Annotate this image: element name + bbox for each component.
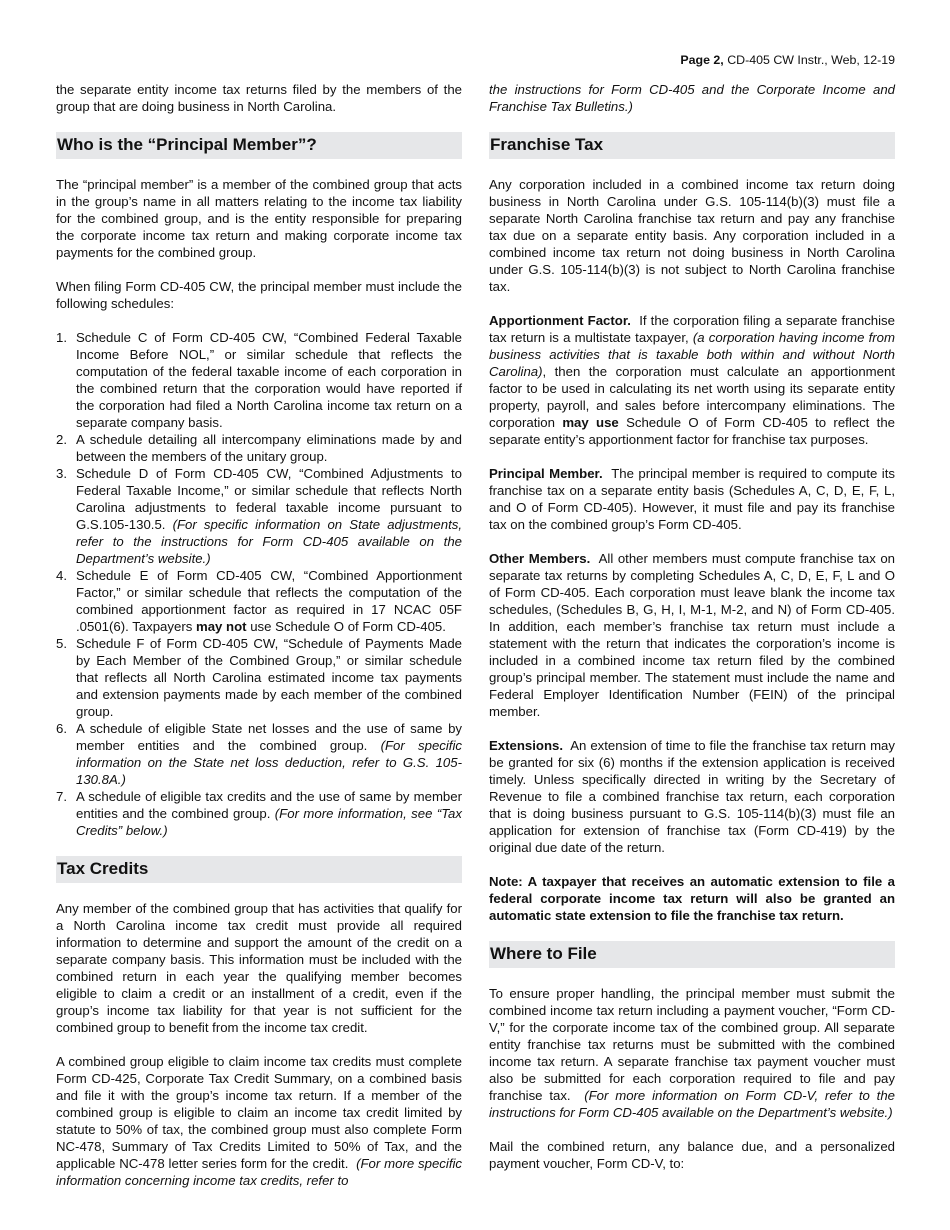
where-to-file-paragraph-1: To ensure proper handling, the principal member must submit the combined income tax return including a payment voucher, “Form CD-V,” for the corporate income tax of the combined group. All separate entity franchise tax returns must be submitted with the combined income tax return. A separate franchise tax payment voucher must also be submitted for each corporation required to file and pay franchise tax. (For more information on Form CD-V, refer to the instructions for Form CD-405 available on the Department’s website.) [489, 986, 896, 1120]
extension-note: Note: A taxpayer that receives an automatic extension to file a federal corporate income tax return will also be granted an automatic state extension to file the franchise tax return. [489, 874, 895, 923]
tax-credits-paragraph-2: A combined group eligible to claim income tax credits must complete Form CD-425, Corporate Tax Credit Summary, on a combined basis and file it with the group’s income tax return. If a member of the combined group is eligible to claim an income tax credit limited by statute to 50% of tax, the combined group must also complete Form NC-478, Summary of Tax Credits Limited to 50% of Tax, and the applicable NC-478 letter series form for the credit. (For more specific information concerning income tax credits, refer to [56, 1054, 463, 1188]
right-column [489, 81, 895, 1189]
list-item: 2. A schedule detailing all intercompany eliminations made by and between the members of the unitary group. [56, 432, 462, 464]
list-item: 6. A schedule of eligible State net losses and the use of same by member entities and the combined group. (For specific information on the State net loss deduction, refer to G.S. 105-130.8A.) [56, 721, 462, 787]
extensions-paragraph: Extensions. An extension of time to file the franchise tax return may be granted for six (6) months if the extension application is received timely. Unless specifically directed in writing by the Secretary of Revenue to file a combined franchise tax return, each corporation that is doing business pursuant to G.S. 105-114(b)(3) must file an application for extension of franchise tax (Form CD-419) by the original due date of the return. [489, 738, 895, 855]
list-item: 5. Schedule F of Form CD-405 CW, “Schedule of Payments Made by Each Member of the Combined Group,” or similar schedule that reflects all North Carolina estimated income tax payments and extension payments made by each member of the combined group. [56, 636, 462, 719]
left-column [56, 81, 462, 1206]
continued-italic-paragraph: the instructions for Form CD-405 and the Corporate Income and Franchise Tax Bulletins.) [489, 82, 895, 114]
franchise-tax-paragraph: Any corporation included in a combined income tax return doing business in North Carolina under G.S. 105-114(b)(3) must file a separate North Carolina franchise tax return and pay any franchise tax due on a separate entity basis. Any corporation included in a combined income tax return not doing business in North Carolina under G.S. 105-114(b)(3) is not subject to North Carolina franchise tax. [489, 177, 895, 294]
page-header [680, 53, 895, 67]
list-item: 1. Schedule C of Form CD-405 CW, “Combined Federal Taxable Income Before NOL,” or similar schedule that reflects the computation of the federal taxable income of each corporation in the combined return that the corporation would have reported if the corporation had filed a North Carolina income tax return on a separate company basis. [56, 330, 462, 430]
principal-member-franchise-paragraph: Principal Member. The principal member is required to compute its franchise tax on a separate entity basis (Schedules A, C, D, E, F, L, and O of Form CD-405). However, it must file and pay its franchise tax on the combined group’s Form CD-405. [489, 466, 895, 532]
apportionment-factor-paragraph: Apportionment Factor. If the corporation filing a separate franchise tax return is a multistate taxpayer, (a corporation having income from business activities that is taxable both within and without North Carolina), then the corporation must calculate an apportionment factor to be used in calculating its net worth using its separate entity property, payroll, and sales before intercompany eliminations. The corporation may use Schedule O of Form CD-405 to reflect the separate entity’s apportionment factor for franchise tax purposes. [489, 313, 895, 447]
page-number: Page 2, [680, 53, 724, 67]
principal-member-heading: Who is the “Principal Member”? [56, 132, 462, 159]
schedules-intro-paragraph: When filing Form CD-405 CW, the principal member must include the following schedules: [56, 279, 462, 311]
schedules-list [56, 329, 462, 839]
list-item: 3. Schedule D of Form CD-405 CW, “Combined Adjustments to Federal Taxable Income,” or similar schedule that reflects North Carolina adjustments to federal taxable income pursuant to G.S.105-130.5. (For specific information on State adjustments, refer to the instructions for Form CD-405 available on the Department’s website.) [56, 466, 462, 566]
franchise-tax-heading: Franchise Tax [489, 132, 895, 159]
list-item: 7. A schedule of eligible tax credits and the use of same by member entities and the combined group. (For more information, see “Tax Credits” below.) [56, 789, 462, 838]
tax-credits-paragraph-1: Any member of the combined group that has activities that qualify for a North Carolina income tax credit must provide all required information to determine and support the amount of the credit on a separate company basis. This information must be included with the combined return in each year the qualifying member becomes eligible to claim a credit or an installment of a credit, even if the group’s income tax liability for that year is not sufficient for the combined group to benefit from the income tax credit. [56, 901, 462, 1035]
other-members-paragraph: Other Members. All other members must compute franchise tax on separate tax returns by completing Schedules A, C, D, E, F, L and O of Form CD-405. Each corporation must leave blank the income tax schedules, (Schedules B, G, H, I, M-1, M-2, and N) of Form CD-405. In addition, each member’s franchise tax return must include a statement with the return that indicates the corporation’s income is included in a combined income tax return filed by the combined group’s principal member. The statement must include the name and Federal Employer Identification Number (FEIN) of the principal member. [489, 551, 896, 719]
continued-paragraph: the separate entity income tax returns filed by the members of the group that are doing business in North Carolina. [56, 82, 462, 114]
principal-member-paragraph: The “principal member” is a member of the combined group that acts in the group’s name in all matters relating to the income tax liability for the combined group, and is the entity responsible for preparing the corporate income tax return and making corporate income tax payments for the combined group. [56, 177, 462, 260]
form-id: CD-405 CW Instr., Web, 12-19 [727, 53, 895, 67]
where-to-file-paragraph-2: Mail the combined return, any balance due, and a personalized payment voucher, Form CD-V, to: [489, 1139, 895, 1171]
where-to-file-heading: Where to File [489, 941, 895, 968]
list-item: 4. Schedule E of Form CD-405 CW, “Combined Apportionment Factor,” or similar schedule that reflects the computation of the combined apportionment factor as required in 17 NCAC 05F .0501(6). Taxpayers may not use Schedule O of Form CD-405. [56, 568, 462, 634]
tax-credits-heading: Tax Credits [56, 856, 462, 883]
